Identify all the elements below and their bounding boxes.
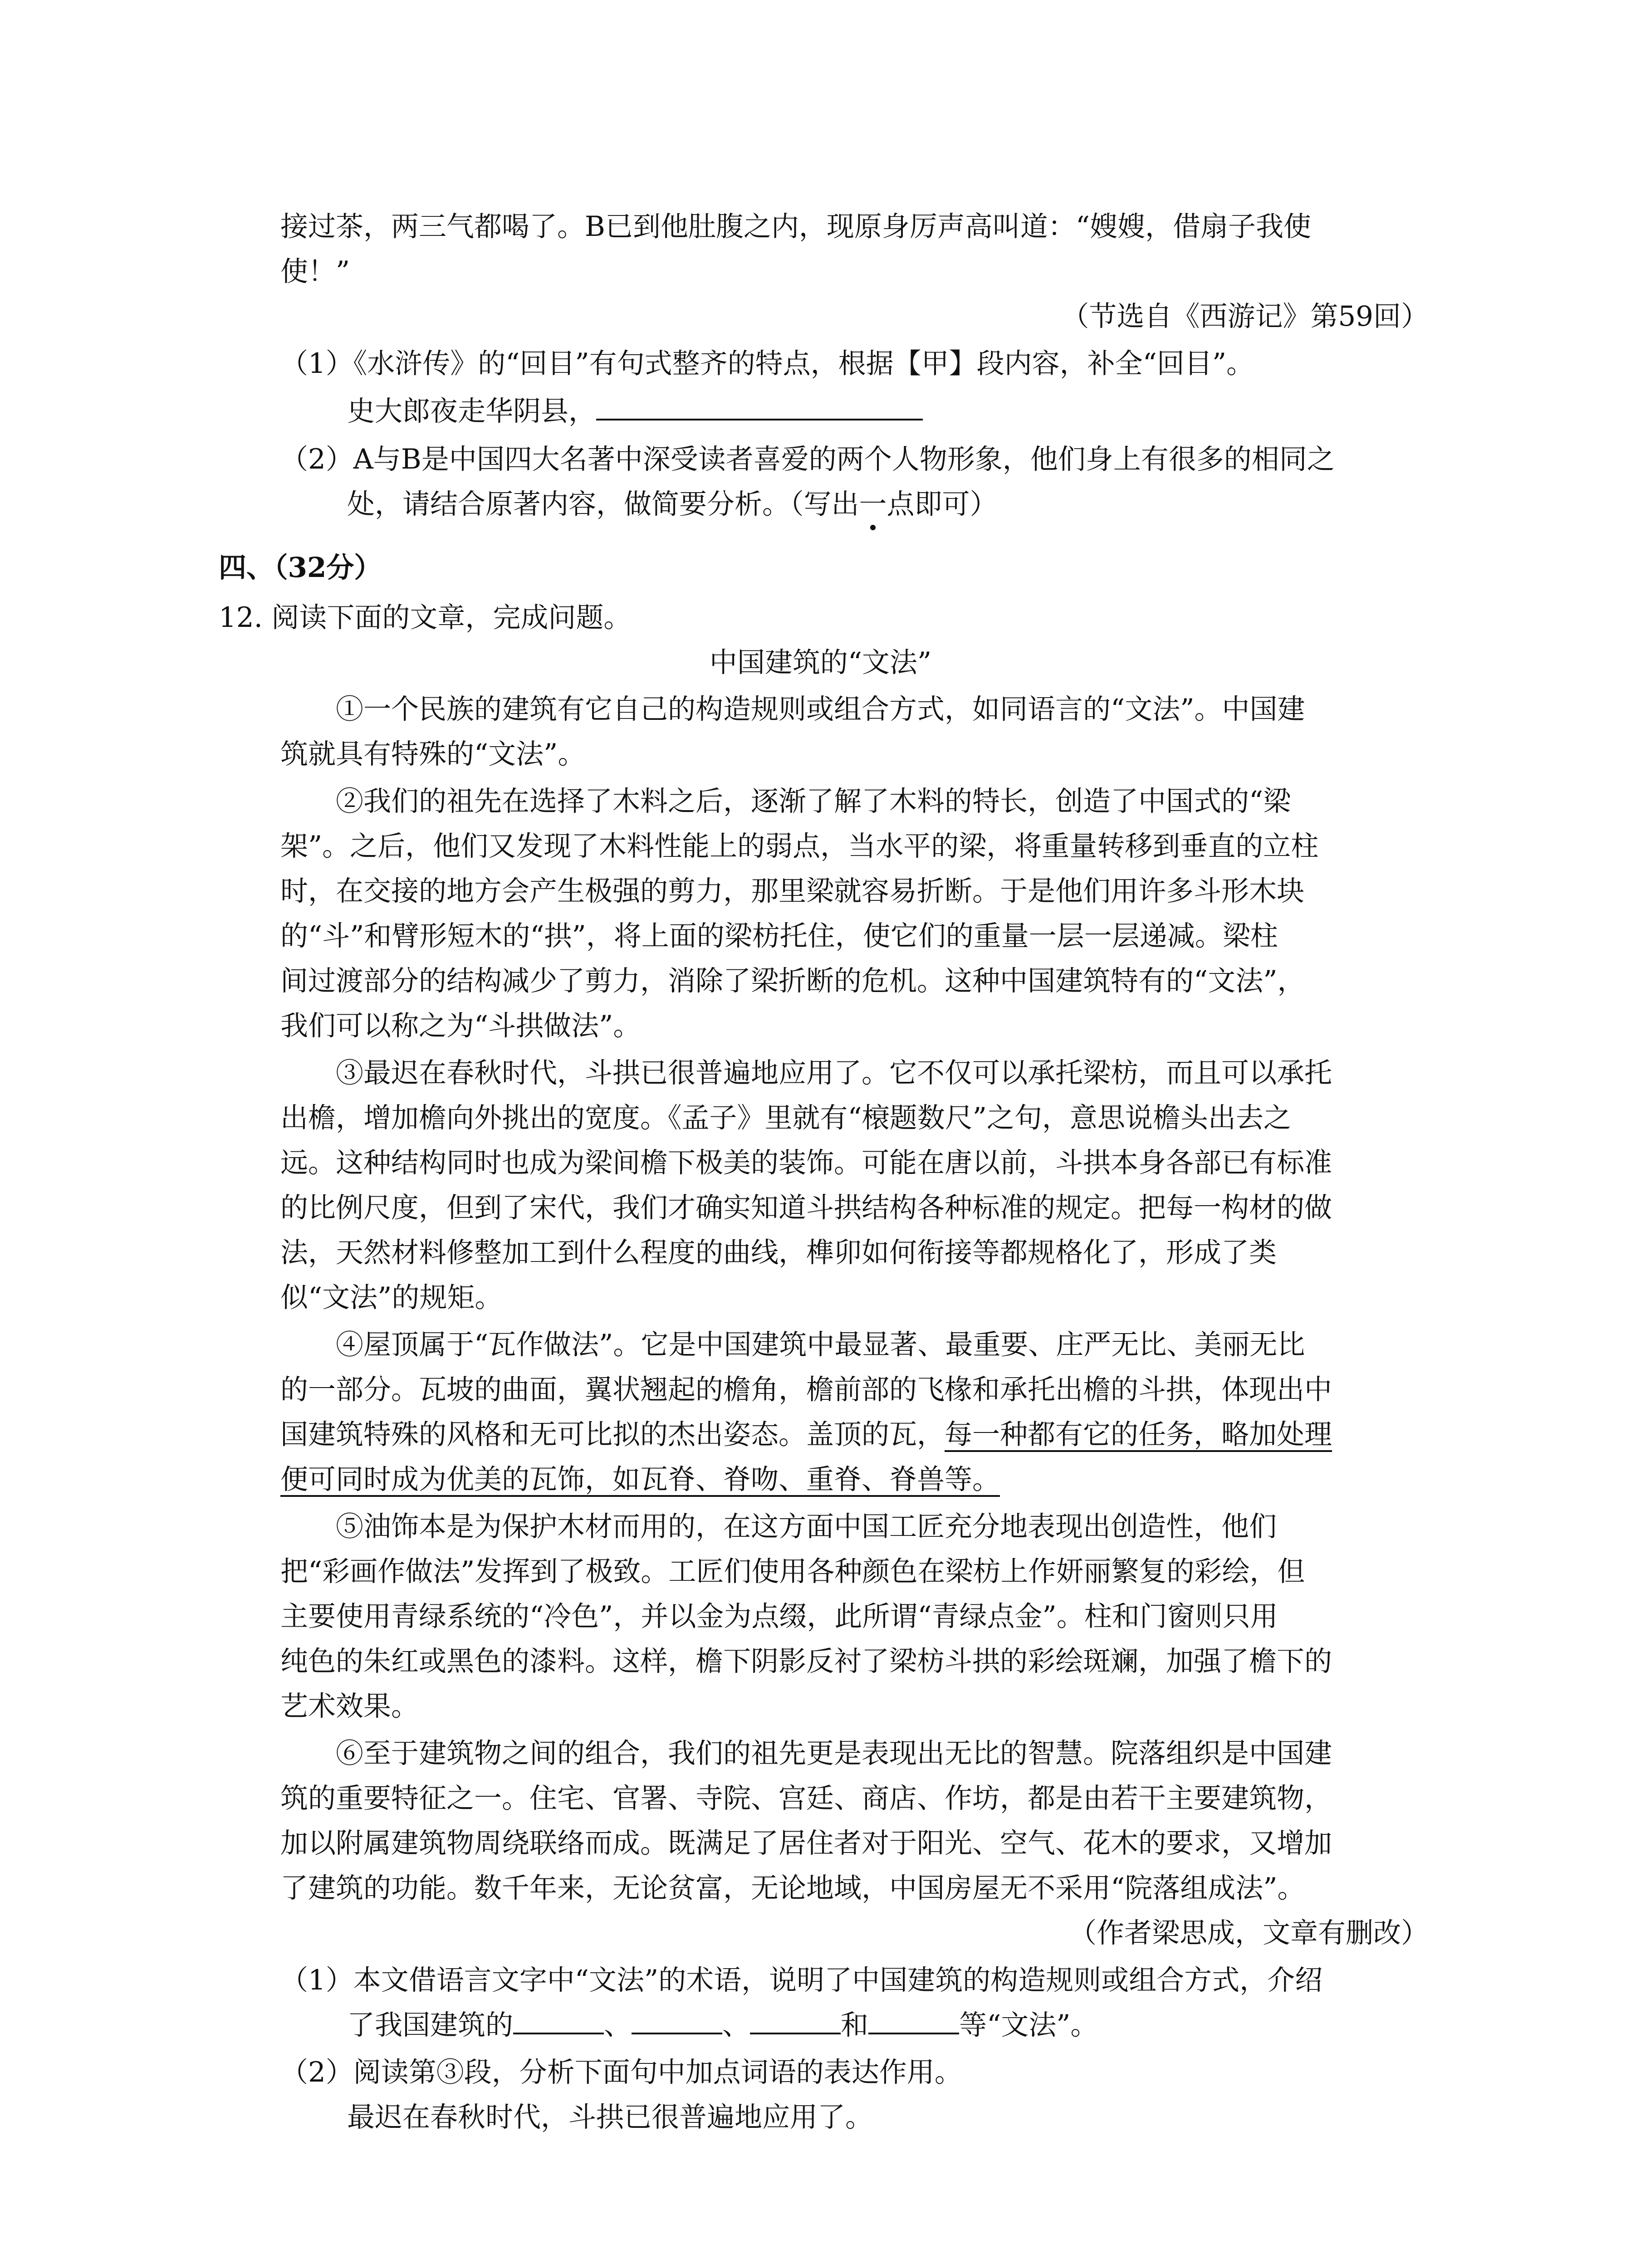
passage-line: 接过茶，两三气都喝了。B已到他肚腹之内，现原身厉声高叫道：“嫂嫂，借扇子我使 (280, 210, 1312, 243)
article-line (280, 1412, 1332, 1457)
article-line: 了建筑的功能。数千年来，无论贫富，无论地域，中国房屋无不采用“院落组成法”。 (280, 1872, 1305, 1904)
q11-part1-answer-prefix: 史大郎夜走华阴县， (347, 395, 597, 427)
q11-part2-text: 处，请结合原著内容，做简要分析。（写出 (347, 488, 859, 520)
answer-blank[interactable] (513, 2030, 604, 2034)
answer-blank[interactable] (750, 2030, 841, 2034)
article-line: ⑥至于建筑物之间的组合，我们的祖先更是表现出无比的智慧。院落组织是中国建 (336, 1737, 1332, 1769)
q12-sub1-and: 和 (841, 2009, 869, 2041)
answer-blank[interactable] (868, 2030, 959, 2034)
article-line: ③最迟在春秋时代，斗拱已很普遍地应用了。它不仅可以承托梁枋，而且可以承托 (336, 1057, 1332, 1089)
article-line: 架”。之后，他们又发现了木料性能上的弱点，当水平的梁，将重量转移到垂直的立柱 (280, 830, 1319, 862)
q11-part1-prompt: （1）《水浒传》的“回目”有句式整齐的特点，根据【甲】段内容，补全“回目”。 (280, 347, 1254, 380)
article-line: 间过渡部分的结构减少了剪力，消除了梁折断的危机。这种中国建筑特有的“文法”， (280, 965, 1305, 997)
article-line: 把“彩画作做法”发挥到了极致。工匠们使用各种颜色在梁枋上作妍丽繁复的彩绘，但 (280, 1555, 1305, 1588)
answer-blank[interactable] (632, 2030, 722, 2034)
q12-sub2-quoted-sentence: 最迟在春秋时代，斗拱已很普遍地应用了。 (347, 2101, 873, 2133)
article-line: 筑就具有特殊的“文法”。 (280, 738, 586, 770)
article-line: 艺术效果。 (280, 1690, 419, 1722)
article-line: 远。这种结构同时也成为梁间檐下极美的装饰。可能在唐以前，斗拱本身各部已有标准 (280, 1147, 1332, 1179)
passage-source: （节选自《西游记》第59回） (1061, 300, 1429, 332)
passage-line: 使！” (280, 255, 350, 288)
section-heading: 四、（32分） (219, 552, 382, 584)
article-line: ④屋顶属于“瓦作做法”。它是中国建筑中最显著、最重要、庄严无比、美丽无比 (336, 1329, 1305, 1361)
underlined-sentence: 每一种都有它的任务，略加处理 (945, 1418, 1332, 1451)
q11-part2-text: 点即可） (887, 488, 998, 520)
q12-sub2-line: （2）阅读第③段，分析下面句中加点词语的表达作用。 (280, 2056, 962, 2088)
emphasis-dot-char: 一 (859, 482, 887, 527)
underlined-sentence: 便可同时成为优美的瓦饰，如瓦脊、脊吻、重脊、脊兽等。 (280, 1463, 1000, 1496)
article-line (280, 1457, 1000, 1502)
q11-part1-answer-line (347, 389, 923, 434)
q12-sub1-sep: 、 (604, 2009, 632, 2041)
page-number (0, 2257, 1641, 2268)
article-line: ②我们的祖先在选择了木料之后，逐渐了解了木料的特长，创造了中国式的“梁 (336, 785, 1291, 817)
article-line: 主要使用青绿系统的“冷色”，并以金为点缀，此所谓“青绿点金”。柱和门窗则只用 (280, 1600, 1278, 1633)
article-line: ①一个民族的建筑有它自己的构造规则或组合方式，如同语言的“文法”。中国建 (336, 693, 1305, 725)
article-source: （作者梁思成，文章有删改） (1068, 1917, 1429, 1949)
q12-sub1-sep: 、 (722, 2009, 750, 2041)
q12-sub1-line: （1）本文借语言文字中“文法”的术语，说明了中国建筑的构造规则或组合方式，介绍 (280, 1964, 1323, 1996)
q12-sub1-line (347, 2003, 1098, 2048)
article-line: 似“文法”的规矩。 (280, 1281, 503, 1314)
article-line: 的“斗”和臂形短木的“拱”，将上面的梁枋托住，使它们的重量一层一层递减。梁柱 (280, 920, 1278, 952)
article-title: 中国建筑的“文法” (709, 646, 932, 679)
article-line: 加以附属建筑物周绕联络而成。既满足了居住者对于阳光、空气、花木的要求，又增加 (280, 1827, 1332, 1859)
article-line: 我们可以称之为“斗拱做法”。 (280, 1010, 641, 1042)
article-line: 时，在交接的地方会产生极强的剪力，那里梁就容易折断。于是他们用许多斗形木块 (280, 875, 1305, 907)
q11-part2-line: （2）A与B是中国四大名著中深受读者喜爱的两个人物形象，他们身上有很多的相同之 (280, 443, 1335, 475)
q12-sub1-end: 等“文法”。 (959, 2009, 1098, 2041)
q12-intro: 12. 阅读下面的文章，完成问题。 (219, 601, 632, 634)
article-line: 筑的重要特征之一。住宅、官署、寺院、宫廷、商店、作坊，都是由若干主要建筑物， (280, 1782, 1332, 1814)
q12-sub1-text: 了我国建筑的 (347, 2009, 514, 2041)
article-line: 纯色的朱红或黑色的漆料。这样，檐下阴影反衬了梁枋斗拱的彩绘斑斓，加强了檐下的 (280, 1645, 1332, 1677)
article-text: 国建筑特殊的风格和无可比拟的杰出姿态。盖顶的瓦， (280, 1418, 945, 1451)
article-line: 出檐，增加檐向外挑出的宽度。《孟子》里就有“榱题数尺”之句，意思说檐头出去之 (280, 1102, 1291, 1134)
article-line: 的比例尺度，但到了宋代，我们才确实知道斗拱结构各种标准的规定。把每一构材的做 (280, 1192, 1332, 1224)
article-line: ⑤油饰本是为保护木材而用的，在这方面中国工匠充分地表现出创造性，他们 (336, 1510, 1277, 1543)
article-line: 的一部分。瓦坡的曲面，翼状翘起的檐角，檐前部的飞椽和承托出檐的斗拱，体现出中 (280, 1374, 1332, 1406)
q11-part2-line (347, 482, 998, 527)
answer-blank[interactable] (596, 416, 923, 420)
article-line: 法，天然材料修整加工到什么程度的曲线，榫卯如何衔接等都规格化了，形成了类 (280, 1237, 1277, 1269)
